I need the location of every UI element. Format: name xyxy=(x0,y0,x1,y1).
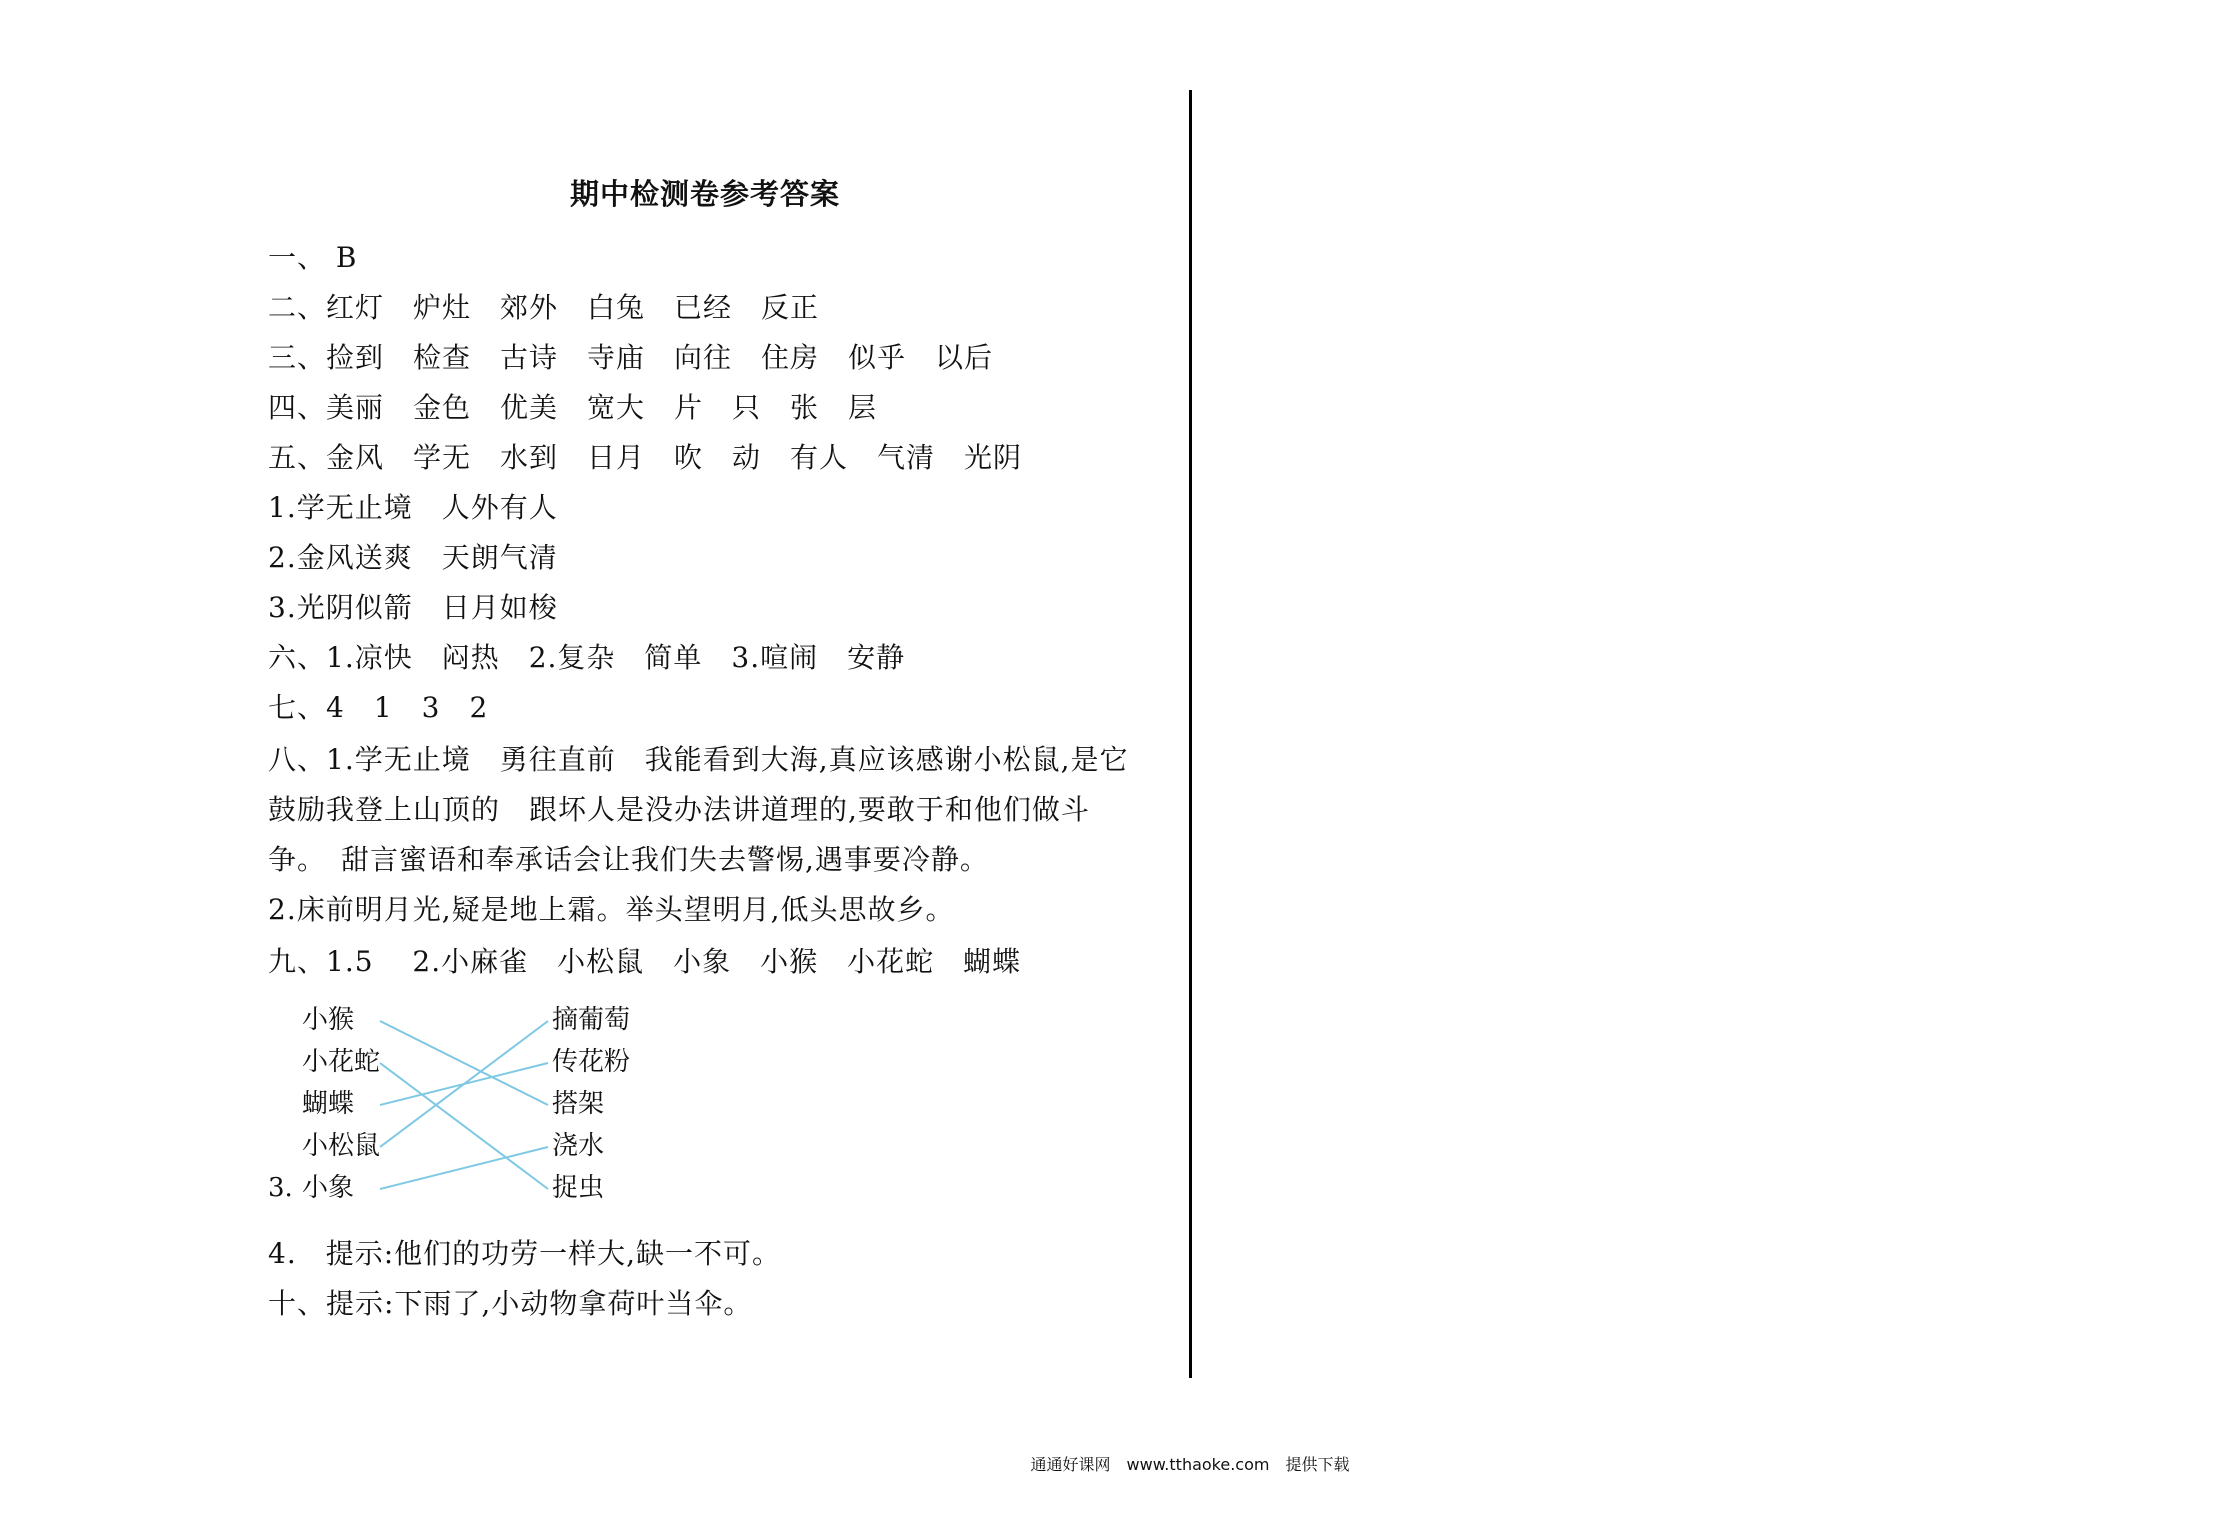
matching-right-item: 浇水 xyxy=(552,1131,605,1161)
matching-right-item: 捉虫 xyxy=(552,1173,605,1203)
matching-line xyxy=(380,1147,548,1189)
answer-line: 一、 B xyxy=(268,241,358,274)
matching-left-item: 小松鼠 xyxy=(302,1131,381,1161)
matching-left-item: 小花蛇 xyxy=(302,1047,381,1077)
answer-line: 1.学无止境 人外有人 xyxy=(268,491,558,524)
answer-line: 四、美丽 金色 优美 宽大 片 只 张 层 xyxy=(268,391,878,424)
answer-line: 七、4 1 3 2 xyxy=(268,691,489,724)
answer-line: 2.金风送爽 天朗气清 xyxy=(268,541,558,574)
matching-line xyxy=(380,1063,548,1189)
answer-line: 争。 甜言蜜语和奉承话会让我们失去警惕,遇事要冷静。 xyxy=(268,843,989,876)
matching-line xyxy=(380,1021,548,1105)
answer-line: 3.光阴似箭 日月如梭 xyxy=(268,591,558,624)
footer-credit: 通通好课网 www.tthaoke.com 提供下载 xyxy=(1030,1455,1350,1474)
matching-right-item: 传花粉 xyxy=(552,1047,631,1077)
column-divider xyxy=(1189,90,1192,1378)
answer-line: 2.床前明月光,疑是地上霜。举头望明月,低头思故乡。 xyxy=(268,893,955,926)
answer-line: 六、1.凉快 闷热 2.复杂 简单 3.喧闹 安静 xyxy=(268,641,906,674)
answer-line: 五、金风 学无 水到 日月 吹 动 有人 气清 光阴 xyxy=(268,441,1023,474)
answer-line: 4. 提示:他们的功劳一样大,缺一不可。 xyxy=(268,1237,782,1270)
matching-left-item: 小象 xyxy=(302,1173,355,1203)
matching-right-item: 摘葡萄 xyxy=(552,1005,631,1035)
answer-line: 九、1.5 2.小麻雀 小松鼠 小象 小猴 小花蛇 蝴蝶 xyxy=(268,945,1022,978)
answer-line: 鼓励我登上山顶的 跟坏人是没办法讲道理的,要敢于和他们做斗 xyxy=(268,793,1090,826)
answer-line: 十、提示:下雨了,小动物拿荷叶当伞。 xyxy=(268,1287,753,1320)
answer-line: 三、捡到 检查 古诗 寺庙 向往 住房 似乎 以后 xyxy=(268,341,994,374)
matching-right-item: 搭架 xyxy=(552,1089,605,1119)
matching-left-item: 小猴 xyxy=(302,1005,355,1035)
answer-line: 二、红灯 炉灶 郊外 白兔 已经 反正 xyxy=(268,291,820,324)
page-title: 期中检测卷参考答案 xyxy=(569,177,840,211)
matching-number: 3. xyxy=(268,1173,293,1203)
matching-left-item: 蝴蝶 xyxy=(302,1089,355,1119)
matching-line xyxy=(380,1063,548,1105)
answer-line: 八、1.学无止境 勇往直前 我能看到大海,真应该感谢小松鼠,是它 xyxy=(268,743,1129,776)
matching-line xyxy=(380,1021,548,1147)
